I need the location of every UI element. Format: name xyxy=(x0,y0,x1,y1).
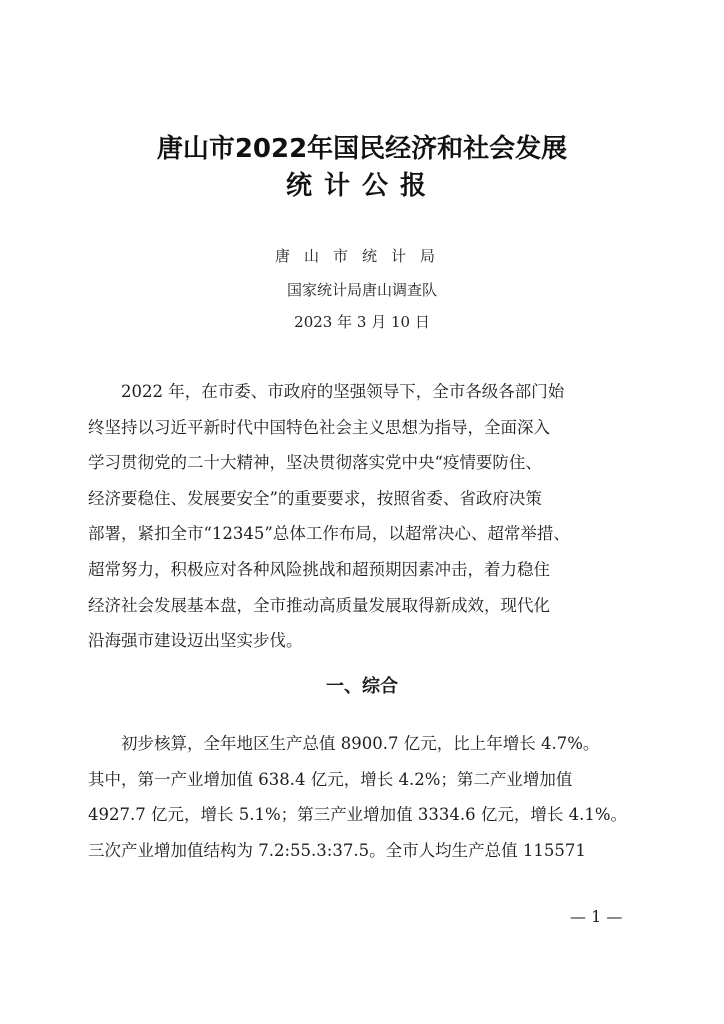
overview-line: 其中，第一产业增加值 638.4 亿元，增长 4.2%；第二产业增加值 xyxy=(88,769,573,789)
author-bureau: 唐山市统计局 xyxy=(274,247,449,265)
intro-line: 经济要稳住、发展要安全”的重要要求，按照省委、省政府决策 xyxy=(88,488,542,508)
intro-line: 2022 年，在市委、市政府的坚强领导下，全市各级各部门始 xyxy=(88,382,565,401)
intro-line: 学习贯彻党的二十大精神，坚决贯彻落实党中央“疫情要防住、 xyxy=(88,453,542,473)
overview-line: 三次产业增加值结构为 7.2:55.3:37.5。全市人均生产总值 115571 xyxy=(88,840,586,860)
intro-line: 经济社会发展基本盘，全市推动高质量发展取得新成效，现代化 xyxy=(88,595,550,615)
overview-paragraph xyxy=(88,726,636,868)
intro-paragraph xyxy=(88,374,636,659)
document-title-line2: 统计公报 xyxy=(285,171,438,201)
author-survey-team: 国家统计局唐山调查队 xyxy=(286,281,437,299)
section-heading-overview: 一、综合 xyxy=(326,676,398,697)
intro-line: 超常努力，积极应对各种风险挑战和超预期因素冲击，着力稳住 xyxy=(88,559,550,579)
intro-line: 沿海强市建设迈出坚实步伐。 xyxy=(88,631,303,651)
intro-line: 终坚持以习近平新时代中国特色社会主义思想为指导，全面深入 xyxy=(88,417,550,437)
overview-line: 初步核算，全年地区生产总值 8900.7 亿元，比上年增长 4.7%。 xyxy=(88,734,600,753)
document-title-line1: 唐山市2022年国民经济和社会发展 xyxy=(156,134,568,164)
overview-line: 4927.7 亿元，增长 5.1%；第三产业增加值 3334.6 亿元，增长 4.1%。 xyxy=(88,805,628,825)
page-number: — 1 — xyxy=(570,907,623,926)
publish-date: 2023 年 3 月 10 日 xyxy=(294,313,430,331)
intro-line: 部署，紧扣全市“12345”总体工作布局，以超常决心、超常举措、 xyxy=(88,524,570,544)
